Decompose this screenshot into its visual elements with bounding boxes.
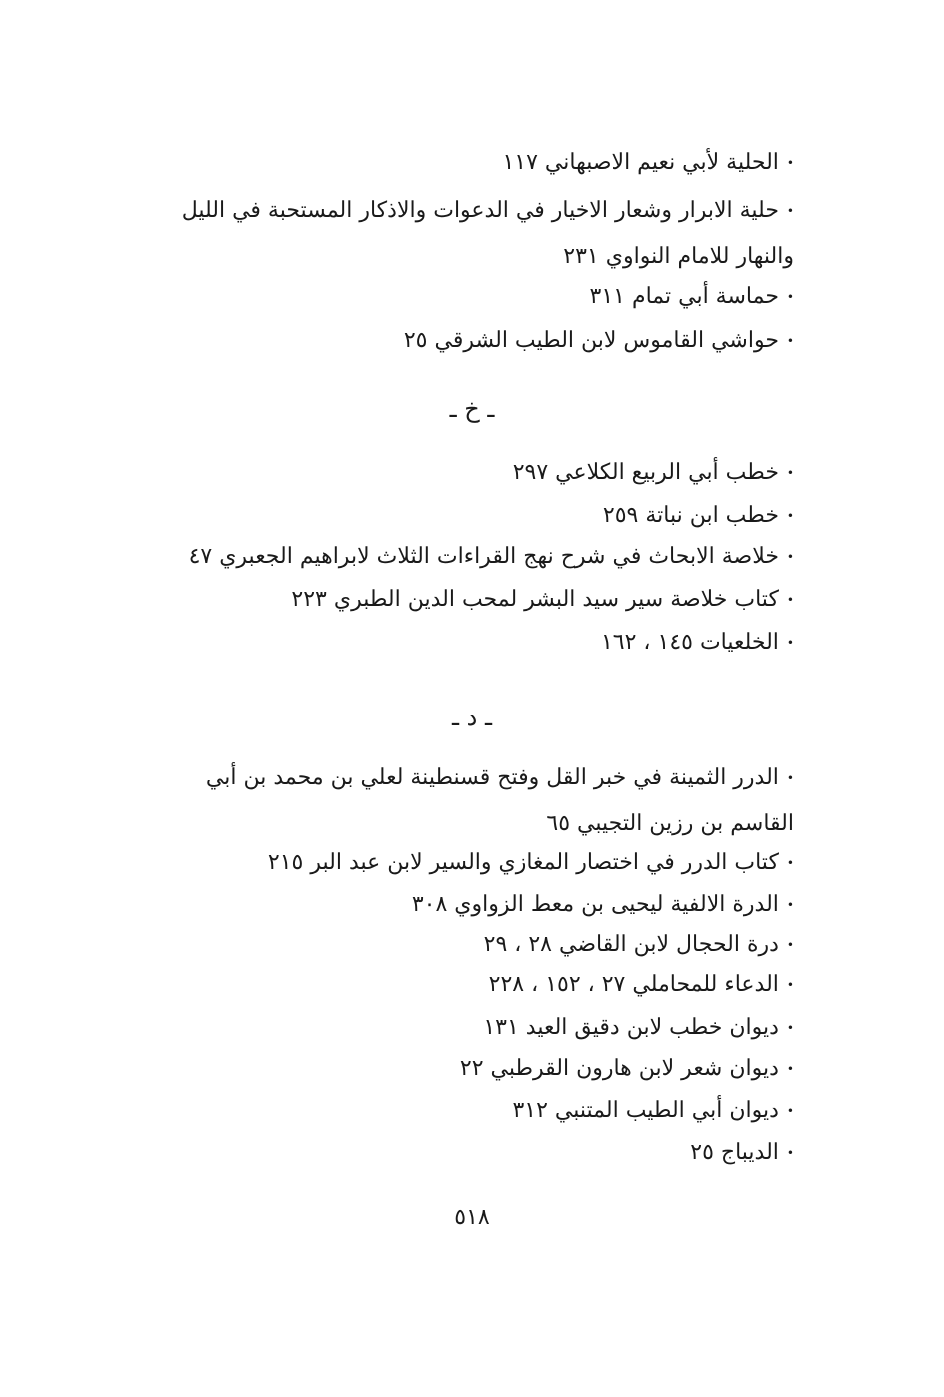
section-heading-dal: ـ د ـ [451,703,492,731]
bullet: • [786,977,794,992]
entry-text: حماسة أبي تمام ٣١١ [589,284,779,309]
entry-text: كتاب خلاصة سير سيد البشر لمحب الدين الطبري ٢٢٣ [291,587,779,612]
index-entry [484,922,794,968]
bullet: • [786,289,794,304]
index-entry [189,534,794,580]
index-entry [603,493,794,539]
bullet: • [786,937,794,952]
index-entry [291,577,794,623]
index-entry [404,318,794,364]
entry-text: درة الحجال لابن القاضي ٢٨ ، ٢٩ [483,932,779,957]
entry-text: الدرة الالفية ليحيى بن معط الزواوي ٣٠٨ [411,892,779,917]
index-entry [483,1005,794,1051]
entry-text: خلاصة الابحاث في شرح نهج القراءات الثلاث لابراهيم الجعبري ٤٧ [188,544,779,569]
bullet: • [786,508,794,523]
entry-text: ديوان خطب لابن دقيق العيد ١٣١ [483,1015,779,1040]
bullet: • [786,855,794,870]
index-entry [502,140,794,186]
entry-text: الحلية لأبي نعيم الاصبهاني ١١٧ [502,150,779,175]
entry-text: الديباج ٢٥ [690,1140,779,1165]
bullet: • [786,592,794,607]
bullet: • [786,897,794,912]
index-entry [150,755,794,846]
bullet: • [786,549,794,564]
bullet: • [786,465,794,480]
entry-text: كتاب الدرر في اختصار المغازي والسير لابن عبد البر ٢١٥ [267,850,779,875]
bullet: • [786,1145,794,1160]
index-entry [150,188,794,279]
entry-text: حلية الابرار وشعار الاخيار في الدعوات والاذكار المستحبة في الليل والنهار للامام النواوي ٢٣١ [181,198,794,269]
index-entry [513,450,794,496]
index-entry [268,840,794,886]
index-entry [460,1046,794,1092]
index-entry [690,1130,794,1176]
bullet: • [786,1103,794,1118]
index-entry [412,882,794,928]
index-entry [512,1088,794,1134]
entry-text: الدعاء للمحاملي ٢٧ ، ١٥٢ ، ٢٢٨ [488,972,779,997]
page-number: ٥١٨ [454,1205,490,1230]
index-entry [590,274,795,320]
entry-text: خطب أبي الربيع الكلاعي ٢٩٧ [512,460,779,485]
entry-text: ديوان شعر لابن هارون القرطبي ٢٢ [459,1056,779,1081]
index-entry [601,620,794,666]
bullet: • [786,635,794,650]
entry-text: حواشي القاموس لابن الطيب الشرقي ٢٥ [403,328,779,353]
entry-text: الخلعيات ١٤٥ ، ١٦٢ [600,630,779,655]
bullet: • [786,770,794,785]
entry-text: الدرر الثمينة في خبر القل وفتح قسنطينة لعلي بن محمد بن أبي القاسم بن رزين التجيبي ٦٥ [205,765,794,836]
entry-text: ديوان أبي الطيب المتنبي ٣١٢ [512,1098,779,1123]
section-heading-kha: ـ خ ـ [449,395,495,423]
bullet: • [786,1061,794,1076]
bullet: • [786,203,794,218]
bullet: • [786,155,794,170]
index-entry [489,962,794,1008]
bullet: • [786,333,794,348]
entry-text: خطب ابن نباتة ٢٥٩ [602,503,779,528]
bullet: • [786,1020,794,1035]
